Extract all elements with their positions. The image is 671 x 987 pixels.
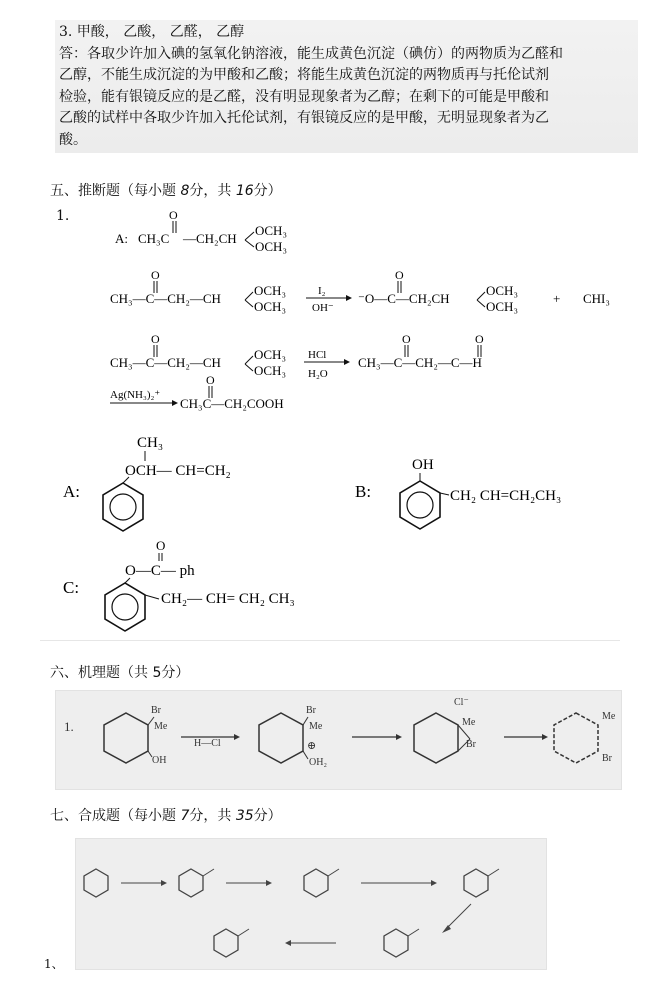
r2-left: CH₃—C—CH₂—CH: [110, 355, 221, 370]
q3-line-1: 答：各取少许加入碘的氢氧化钠溶液，能生成黄色沉淀（碘仿）的两物质为乙醛和: [59, 45, 563, 62]
mech-br-1: Br: [151, 705, 161, 716]
a-ch2ch: —CH₂CH: [183, 231, 237, 246]
plus-sign: +: [553, 291, 561, 306]
synthesis-item-number: 1、: [44, 957, 64, 971]
mech-plus: ⊕: [307, 740, 317, 752]
mechanism-image: [55, 690, 622, 790]
reaction-scheme: [100, 205, 630, 415]
mech-oh2: OH₂: [309, 757, 327, 768]
struct-c-chain: CH₂— CH= CH₂ CH₃: [161, 591, 295, 607]
q3-line-4: 乙酸的试样中各取少许加入托伦试剂，有银镜反应的是甲酸，无明显现象者为乙: [59, 110, 549, 126]
divider: [40, 640, 620, 641]
r3-product: CH₃C—CH₂COOH: [180, 396, 284, 411]
struct-a-ch3: CH₃: [137, 435, 164, 451]
struct-c-ester: O—C— ph: [125, 563, 195, 579]
mech-br-3: Br: [466, 739, 476, 750]
mech-br-2: Br: [306, 705, 316, 716]
struct-a-chain: OCH— CH=CH₂: [125, 463, 231, 479]
mech-cl: Cl⁻: [454, 697, 469, 708]
r2-product-o1: O: [402, 332, 411, 346]
struct-b-oh: OH: [412, 457, 434, 473]
r2-product-o2: O: [475, 332, 484, 346]
r1-reagent-bot: OH⁻: [312, 302, 334, 314]
q3-line-2: 乙醇，不能生成沉淀的为甲酸和乙酸；将能生成黄色沉淀的两物质再与托伦试剂: [59, 67, 549, 83]
r1-och3-bot: OCH₃: [254, 299, 286, 314]
mech-br-4: Br: [602, 753, 612, 764]
mech-hcl: H—Cl: [194, 738, 221, 749]
mech-number: 1.: [64, 719, 74, 734]
r2-och3-top: OCH₃: [254, 347, 286, 362]
struct-b-chain: CH₂ CH=CH₂CH₃: [450, 488, 562, 504]
a-o: O: [169, 208, 178, 222]
mech-me-3: Me: [462, 717, 476, 728]
r2-reagent-bot: H₂O: [308, 368, 328, 380]
section7-title: 七、合成题（每小题 7分，共 35分）: [50, 808, 282, 824]
struct-a-label: A:: [63, 482, 80, 501]
r1-product: ⁻O—C—CH₂CH: [358, 291, 450, 306]
r1-o: O: [151, 268, 160, 282]
r3-reagent: Ag(NH₃)₂⁺: [110, 389, 161, 401]
struct-c-label: C:: [63, 578, 80, 597]
section5-title: 五、推断题（每小题 8分，共 16分）: [50, 183, 282, 199]
synthesis-scheme: [76, 839, 546, 969]
synthesis-image: [75, 838, 547, 970]
a-label: A:: [115, 231, 128, 246]
a-och3-bot: OCH₃: [255, 239, 287, 254]
r1-product-och3-bot: OCH₃: [486, 299, 518, 314]
r3-o: O: [206, 373, 215, 387]
r1-left: CH₃—C—CH₂—CH: [110, 291, 221, 306]
a-och3-top: OCH₃: [255, 223, 287, 238]
q3-heading: 3. 甲酸， 乙酸， 乙醛， 乙醇: [59, 24, 245, 40]
r2-och3-bot: OCH₃: [254, 363, 286, 378]
structures-abc: [55, 425, 615, 640]
r2-product: CH₃—C—CH₂—C—H: [358, 355, 482, 370]
r1-product-o: O: [395, 268, 404, 282]
r1-och3-top: OCH₃: [254, 283, 286, 298]
mechanism-scheme: [56, 691, 621, 789]
struct-c-o: O: [156, 538, 166, 553]
q3-line-5: 酸。: [59, 131, 87, 148]
chi3: CHI₃: [583, 291, 610, 306]
item-number: 1.: [56, 208, 70, 224]
r1-reagent-top: I₂: [318, 285, 326, 297]
mech-oh: OH: [152, 755, 167, 766]
section6-title: 六、机理题（共 5分）: [50, 665, 190, 681]
r1-product-och3-top: OCH₃: [486, 283, 518, 298]
mech-me-1: Me: [154, 721, 168, 732]
answer-paragraph: [55, 20, 638, 153]
r2-reagent-top: HCl: [308, 349, 327, 361]
mech-me-4: Me: [602, 711, 616, 722]
r2-o: O: [151, 332, 160, 346]
mech-me-2: Me: [309, 721, 323, 732]
a-ch3c: CH₃C: [138, 231, 170, 246]
struct-b-label: B:: [355, 482, 372, 501]
q3-line-3: 检验，能有银镜反应的是乙醛，没有明显现象者为乙醇；在剩下的可能是甲酸和: [59, 88, 549, 105]
